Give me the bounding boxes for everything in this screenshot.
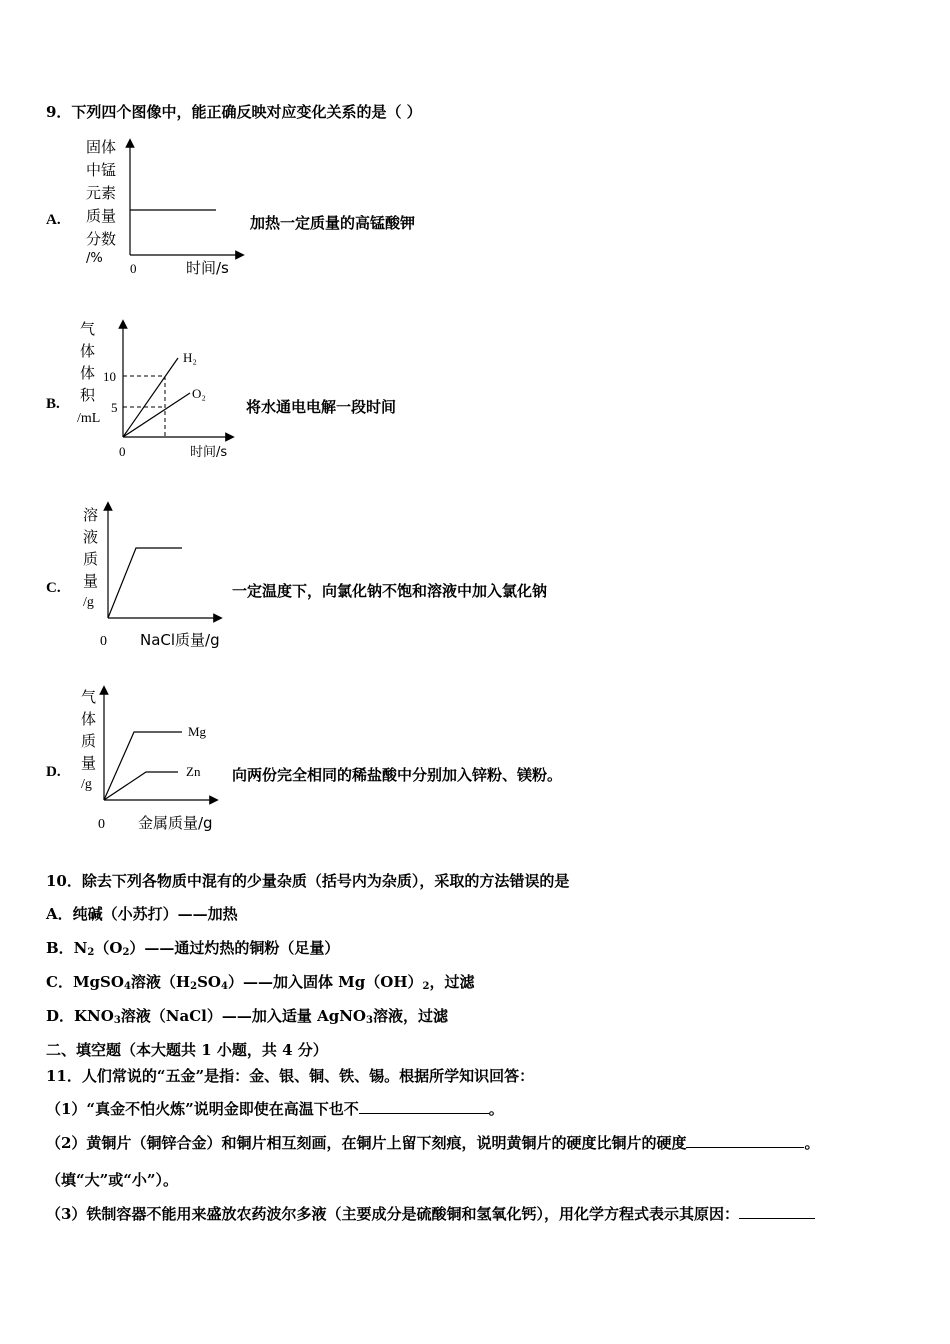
q11-stem: 11．人们常说的“五金”是指：金、银、铜、铁、锡。根据所学知识回答： <box>46 1067 535 1085</box>
graph-d <box>78 684 238 839</box>
data-line <box>108 548 182 618</box>
yunit: /g <box>83 595 94 610</box>
option-d-label: D. <box>46 764 61 780</box>
q10-stem: 10．除去下列各物质中混有的少量杂质（括号内为杂质），采取的方法错误的是 <box>46 872 570 890</box>
option-c-label: C. <box>46 580 61 596</box>
ylabel-line: 溶 <box>83 506 99 524</box>
xlabel: 时间/s <box>190 445 228 460</box>
origin: 0 <box>100 634 107 649</box>
q11-part-2-note: （填“大”或“小”）。 <box>46 1171 179 1189</box>
yunit: /g <box>81 777 92 792</box>
series-label-zn: Zn <box>186 764 201 779</box>
ylabel-line: 分数 <box>86 230 117 248</box>
ylabel-line: 液 <box>83 528 99 546</box>
origin: 0 <box>130 261 137 276</box>
series-line-o2 <box>123 393 190 437</box>
series-label-o2: O₂ <box>192 386 206 401</box>
option-a-label: A. <box>46 212 61 228</box>
xlabel: NaCl质量/g <box>140 631 220 649</box>
q11-part-1: （1）“真金不怕火炼”说明金即使在高温下也不 。 <box>46 1100 504 1118</box>
yunit: /mL <box>77 411 101 426</box>
tick-label: 5 <box>111 400 118 415</box>
option-b-label: B. <box>46 396 60 412</box>
ylabel-line: 质 <box>81 732 97 750</box>
q9-stem: 9．下列四个图像中，能正确反映对应变化关系的是（ ） <box>46 103 422 121</box>
xlabel: 时间/s <box>186 259 229 277</box>
ylabel-line: 气 <box>80 320 96 338</box>
answer-blank[interactable] <box>686 1133 804 1148</box>
ylabel-line: 量 <box>83 572 99 590</box>
q10-option-b: B．$N_2(O_2)——$通过灼热的铜粉（足量） <box>46 939 340 958</box>
ylabel-line: 体 <box>80 364 96 382</box>
origin: 0 <box>119 444 126 459</box>
series-label-h2: H₂ <box>183 350 197 365</box>
q11-part-3: （3）铁制容器不能用来盛放农药波尔多液（主要成分是硫酸铜和氢氧化钙），用化学方程式表示其原因： <box>46 1204 815 1224</box>
q10-option-d: D．$KNO_3$溶液（NaCl）——加入适量 AgNO$_3$溶液，过滤 <box>46 1007 448 1026</box>
ylabel-line: 质量 <box>86 207 117 225</box>
ylabel-line: 气 <box>81 688 97 706</box>
ylabel-line: 中锰 <box>86 161 117 179</box>
q10-option-c: C．MgSO$_4$溶液$(H_2SO_4)——$加入固体 $Mg(OH)_2$，过滤 <box>46 973 475 992</box>
section-heading: 二、填空题（本大题共 1 小题，共 4 分） <box>46 1041 328 1059</box>
ylabel-line: 体 <box>80 342 96 360</box>
option-b-desc: 将水通电电解一段时间 <box>246 398 397 416</box>
graph-b <box>75 318 240 463</box>
xlabel: 金属质量/g <box>138 814 213 832</box>
q10-option-a: A．纯碱（小苏打）——加热 <box>46 905 238 923</box>
graph-c <box>78 500 238 655</box>
ylabel-line: 固体 <box>86 138 117 156</box>
option-a-desc: 加热一定质量的高锰酸钾 <box>250 214 416 232</box>
option-c-desc: 一定温度下，向氯化钠不饱和溶液中加入氯化钠 <box>232 582 548 600</box>
ylabel-line: 量 <box>81 754 97 772</box>
ylabel-line: 积 <box>80 386 96 404</box>
ylabel-line: 质 <box>83 550 99 568</box>
yunit: /% <box>86 251 103 266</box>
answer-blank[interactable] <box>359 1099 489 1114</box>
ylabel-line: 体 <box>81 710 97 728</box>
answer-blank[interactable] <box>739 1204 815 1219</box>
series-label-mg: Mg <box>188 724 207 739</box>
series-line-mg <box>104 732 182 800</box>
graph-a <box>80 135 250 280</box>
q11-part-2: （2）黄铜片（铜锌合金）和铜片相互刻画，在铜片上留下刻痕，说明黄铜片的硬度比铜片的硬度 。 <box>46 1134 820 1152</box>
tick-label: 10 <box>103 369 116 384</box>
series-line-h2 <box>123 358 178 437</box>
ylabel-line: 元素 <box>86 184 117 202</box>
option-d-desc: 向两份完全相同的稀盐酸中分别加入锌粉、镁粉。 <box>232 766 563 784</box>
origin: 0 <box>98 817 105 832</box>
